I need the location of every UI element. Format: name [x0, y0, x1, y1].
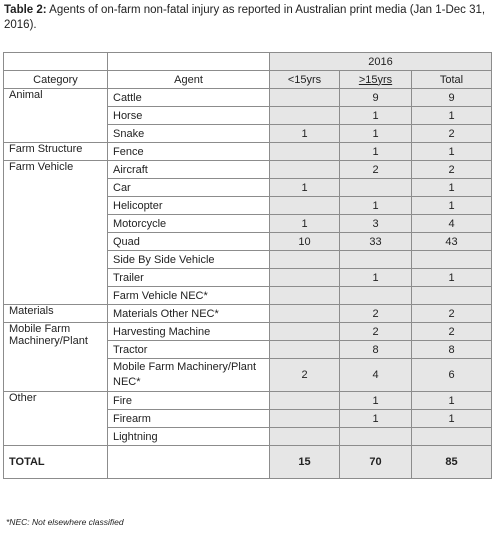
under15-cell [270, 410, 340, 428]
agent-cell: Materials Other NEC* [108, 305, 270, 323]
table-caption [4, 3, 492, 33]
over15-cell [340, 428, 412, 446]
under15-cell: 1 [270, 179, 340, 197]
under15-cell [270, 323, 340, 341]
total-header: Total [412, 71, 492, 89]
table-row [4, 143, 492, 161]
over15-cell [340, 251, 412, 269]
agent-cell: Car [108, 179, 270, 197]
over15-cell: 1 [340, 143, 412, 161]
over15-cell: 8 [340, 341, 412, 359]
total-cell: 1 [412, 107, 492, 125]
table-row [4, 323, 492, 341]
total-cell: 1 [412, 392, 492, 410]
category-cell: Animal [4, 89, 108, 143]
table-row [4, 161, 492, 179]
total-cell: 2 [412, 323, 492, 341]
agent-cell: Aircraft [108, 161, 270, 179]
caption-text: Agents of on-farm non-fatal injury as reported in Australian print media (Jan 1-Dec 31, 2016). [4, 4, 486, 31]
header-blank [108, 53, 270, 71]
total-cell: 8 [412, 341, 492, 359]
over15-cell [340, 179, 412, 197]
agent-cell: Tractor [108, 341, 270, 359]
agent-cell: Fire [108, 392, 270, 410]
over15-cell: 1 [340, 107, 412, 125]
agent-cell: Cattle [108, 89, 270, 107]
over15-header-text: >15yrs [358, 73, 393, 86]
agent-cell: Side By Side Vehicle [108, 251, 270, 269]
agent-cell: Harvesting Machine [108, 323, 270, 341]
over15-cell: 2 [340, 323, 412, 341]
category-cell: Farm Structure [4, 143, 108, 161]
category-header: Category [4, 71, 108, 89]
category-line: Machinery/Plant [9, 335, 88, 347]
agent-cell: Fence [108, 143, 270, 161]
over15-cell: 3 [340, 215, 412, 233]
over15-cell: 1 [340, 125, 412, 143]
under15-cell [270, 251, 340, 269]
under15-cell [270, 161, 340, 179]
total-cell: 2 [412, 305, 492, 323]
total-cell: 2 [412, 125, 492, 143]
over15-cell: 1 [340, 392, 412, 410]
agent-cell: Firearm [108, 410, 270, 428]
over15-cell: 9 [340, 89, 412, 107]
agent-header: Agent [108, 71, 270, 89]
footnote: *NEC: Not elsewhere classified [6, 517, 124, 527]
header-row [4, 71, 492, 89]
table-row [4, 89, 492, 107]
total-cell [412, 287, 492, 305]
table-row [4, 392, 492, 410]
total-cell: 4 [412, 215, 492, 233]
under15-cell [270, 269, 340, 287]
total-cell: 43 [412, 233, 492, 251]
under15-header: <15yrs [270, 71, 340, 89]
total-label: TOTAL [4, 446, 108, 479]
over15-cell: 1 [340, 269, 412, 287]
injury-table [3, 52, 492, 479]
total-cell: 1 [412, 269, 492, 287]
category-line: Mobile Farm [9, 323, 71, 335]
agent-cell: Farm Vehicle NEC* [108, 287, 270, 305]
total-cell: 2 [412, 161, 492, 179]
agent-cell: Horse [108, 107, 270, 125]
agent-cell: Snake [108, 125, 270, 143]
total-cell: 9 [412, 89, 492, 107]
under15-cell [270, 428, 340, 446]
agent-cell: Trailer [108, 269, 270, 287]
over15-cell: 33 [340, 233, 412, 251]
total-cell [412, 251, 492, 269]
under15-cell [270, 89, 340, 107]
category-cell: Other [4, 392, 108, 446]
total-cell [412, 428, 492, 446]
header-row-year [4, 53, 492, 71]
total-under15: 15 [270, 446, 340, 479]
under15-cell: 1 [270, 125, 340, 143]
total-over15: 70 [340, 446, 412, 479]
over15-header [340, 71, 412, 89]
category-cell: Farm Vehicle [4, 161, 108, 305]
total-cell: 1 [412, 143, 492, 161]
agent-cell: Helicopter [108, 197, 270, 215]
over15-cell: 1 [340, 197, 412, 215]
under15-cell [270, 305, 340, 323]
total-blank [108, 446, 270, 479]
under15-cell [270, 392, 340, 410]
category-cell: Materials [4, 305, 108, 323]
year-header: 2016 [270, 53, 492, 71]
total-cell: 1 [412, 197, 492, 215]
under15-cell [270, 287, 340, 305]
under15-cell: 10 [270, 233, 340, 251]
under15-cell [270, 197, 340, 215]
under15-cell: 2 [270, 359, 340, 392]
agent-cell: Motorcycle [108, 215, 270, 233]
under15-cell [270, 107, 340, 125]
total-row [4, 446, 492, 479]
category-cell [4, 323, 108, 392]
total-total: 85 [412, 446, 492, 479]
under15-cell [270, 143, 340, 161]
agent-cell: Quad [108, 233, 270, 251]
over15-cell [340, 287, 412, 305]
over15-cell: 4 [340, 359, 412, 392]
table-row [4, 305, 492, 323]
over15-cell: 1 [340, 410, 412, 428]
agent-cell: Mobile Farm Machinery/Plant NEC* [108, 359, 270, 392]
over15-cell: 2 [340, 305, 412, 323]
total-cell: 1 [412, 410, 492, 428]
total-cell: 6 [412, 359, 492, 392]
header-blank [4, 53, 108, 71]
under15-cell: 1 [270, 215, 340, 233]
agent-cell: Lightning [108, 428, 270, 446]
under15-cell [270, 341, 340, 359]
total-cell: 1 [412, 179, 492, 197]
caption-label: Table 2: [4, 4, 47, 16]
over15-cell: 2 [340, 161, 412, 179]
